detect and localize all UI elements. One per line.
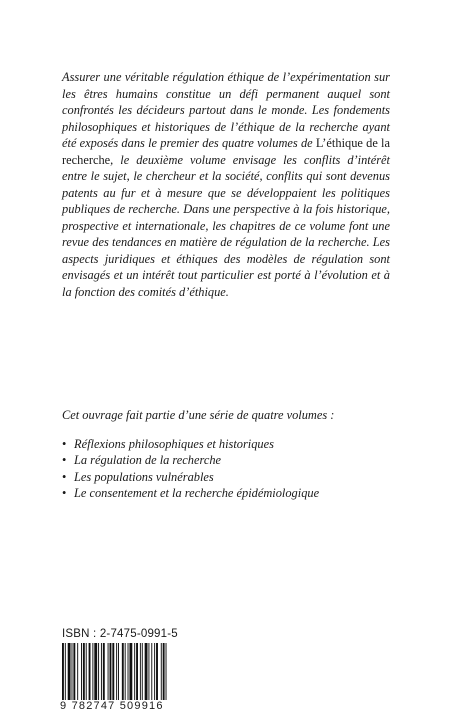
bullet-icon: • <box>62 469 67 484</box>
barcode-digits: 9 782747 509916 <box>60 700 210 712</box>
bullet-icon: • <box>62 485 67 500</box>
volume-list <box>62 436 402 501</box>
bullet-icon: • <box>62 437 67 451</box>
summary-text-part-1: Assurer une véritable régulation éthique de l’expérimentation sur les êtres humains constitue un défi permanent auquel sont confrontés les décideurs partout dans le monde. Les fondements philosophiques et historiques de l’éthique de la recherche ayant été exposés dans le premier des quatre volumes de <box>62 70 390 150</box>
summary-text-part-2: , le deuxième volume envisage les conflits d’intérêt entre le sujet, le chercheur et la société, conflits qui sont devenus patents au fur et à mesure que se développaient les politiques publiques de recherche. Dans une perspective à la fois historique, prospective et internationale, les chapitres de ce volume font une revue des tendances en matière de régulation de la recherche. Les aspects juridiques et éthiques des modèles de régulation sont envisagés et un intérêt tout particulier est porté à l’évolution et à la fonction des comités d’éthique. <box>62 152 390 299</box>
list-item <box>62 452 402 468</box>
isbn-label: ISBN : 2-7475-0991-5 <box>62 628 178 640</box>
list-item <box>62 485 402 501</box>
volume-title: Les populations vulnérables <box>74 469 214 484</box>
volume-title: La régulation de la recherche <box>74 453 222 468</box>
book-title: L’éthique de la recherche <box>62 136 390 167</box>
barcode-bars <box>60 643 210 705</box>
series-intro: Cet ouvrage fait partie d’une série de quatre volumes : <box>62 408 335 422</box>
back-cover-summary <box>62 69 390 300</box>
list-item <box>62 436 402 452</box>
bullet-icon: • <box>62 453 67 468</box>
barcode <box>60 643 210 713</box>
volume-title: Réflexions philosophiques et historiques <box>74 437 274 451</box>
volume-title: Le consentement et la recherche épidémiologique <box>74 485 320 500</box>
list-item <box>62 469 402 485</box>
